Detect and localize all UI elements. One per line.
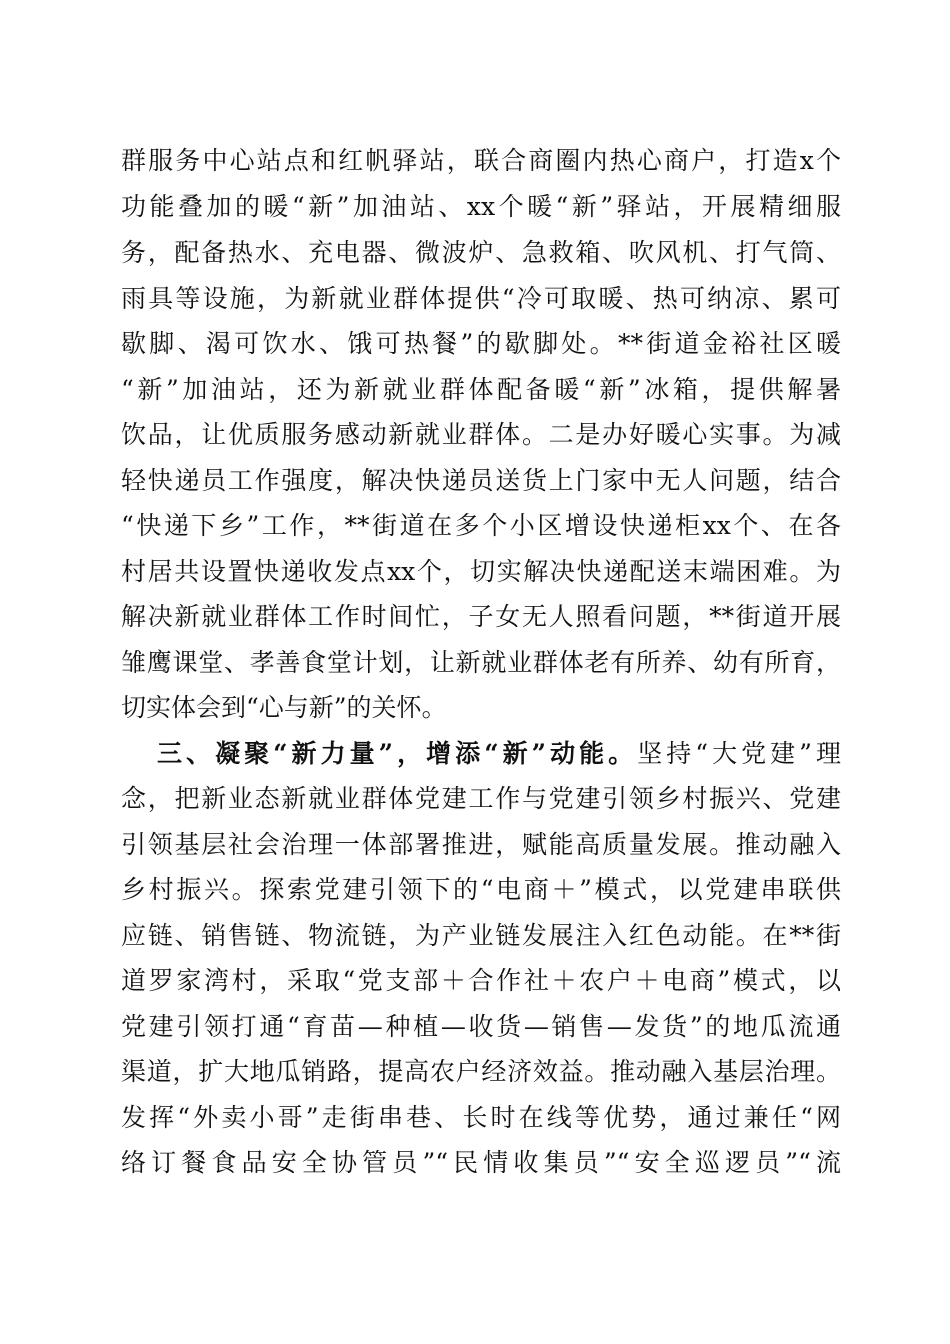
section-text: 坚持“大党建”理 [637, 739, 842, 768]
paragraph-line: 切实体会到“心与新”的关怀。 [121, 693, 447, 722]
paragraph-line: 道罗家湾村，采取“党支部＋合作社＋农户＋电商”模式，以 [121, 966, 841, 995]
paragraph-line: 解决新就业群体工作时间忙，子女无人照看问题，**街道开展 [121, 602, 841, 631]
paragraph-line: 渠道，扩大地瓜销路，提高农户经济效益。推动融入基层治理。 [121, 1057, 841, 1086]
paragraph-line: 应链、销售链、物流链，为产业链发展注入红色动能。在**街 [121, 921, 841, 950]
paragraph-line: 党建引领打通“育苗—种植—收货—销售—发货”的地瓜流通 [121, 1012, 841, 1041]
paragraph-line: 雨具等设施，为新就业群体提供“冷可取暖、热可纳凉、累可 [121, 284, 841, 313]
paragraph-line: 村居共设置快递收发点xx个，切实解决快递配送末端困难。为 [121, 557, 841, 586]
section-heading: 三、凝聚“新力量”，增添“新”动能。 [157, 739, 638, 768]
paragraph-line: 络订餐食品安全协管员”“民情收集员”“安全巡逻员”“流 [121, 1148, 841, 1177]
paragraph-line: 歇脚、渴可饮水、饿可热餐”的歇脚处。**街道金裕社区暖 [121, 329, 841, 358]
paragraph-line: 群服务中心站点和红帆驿站，联合商圈内热心商户，打造x个 [121, 146, 841, 175]
paragraph-line: 念，把新业态新就业群体党建工作与党建引领乡村振兴、党建 [121, 784, 841, 813]
paragraph-line: 雏鹰课堂、孝善食堂计划，让新就业群体老有所养、幼有所育， [121, 648, 841, 677]
section-heading-line [157, 734, 841, 774]
paragraph-line: “新”加油站，还为新就业群体配备暖“新”冰箱，提供解暑 [121, 375, 841, 404]
paragraph-line: 轻快递员工作强度，解决快递员送货上门家中无人问题，结合 [121, 466, 841, 495]
paragraph-line: 务，配备热水、充电器、微波炉、急救箱、吹风机、打气筒、 [121, 238, 841, 267]
paragraph-line: 引领基层社会治理一体部署推进，赋能高质量发展。推动融入 [121, 830, 841, 859]
paragraph-line: “快递下乡”工作，**街道在多个小区增设快递柜xx个、在各 [121, 511, 841, 540]
paragraph-line: 乡村振兴。探索党建引领下的“电商＋”模式，以党建串联供 [121, 875, 841, 904]
paragraph-line: 饮品，让优质服务感动新就业群体。二是办好暖心实事。为减 [121, 420, 841, 449]
paragraph-line: 发挥“外卖小哥”走街串巷、长时在线等优势，通过兼任“网 [121, 1103, 841, 1132]
paragraph-line: 功能叠加的暖“新”加油站、xx个暖“新”驿站，开展精细服 [121, 192, 841, 221]
